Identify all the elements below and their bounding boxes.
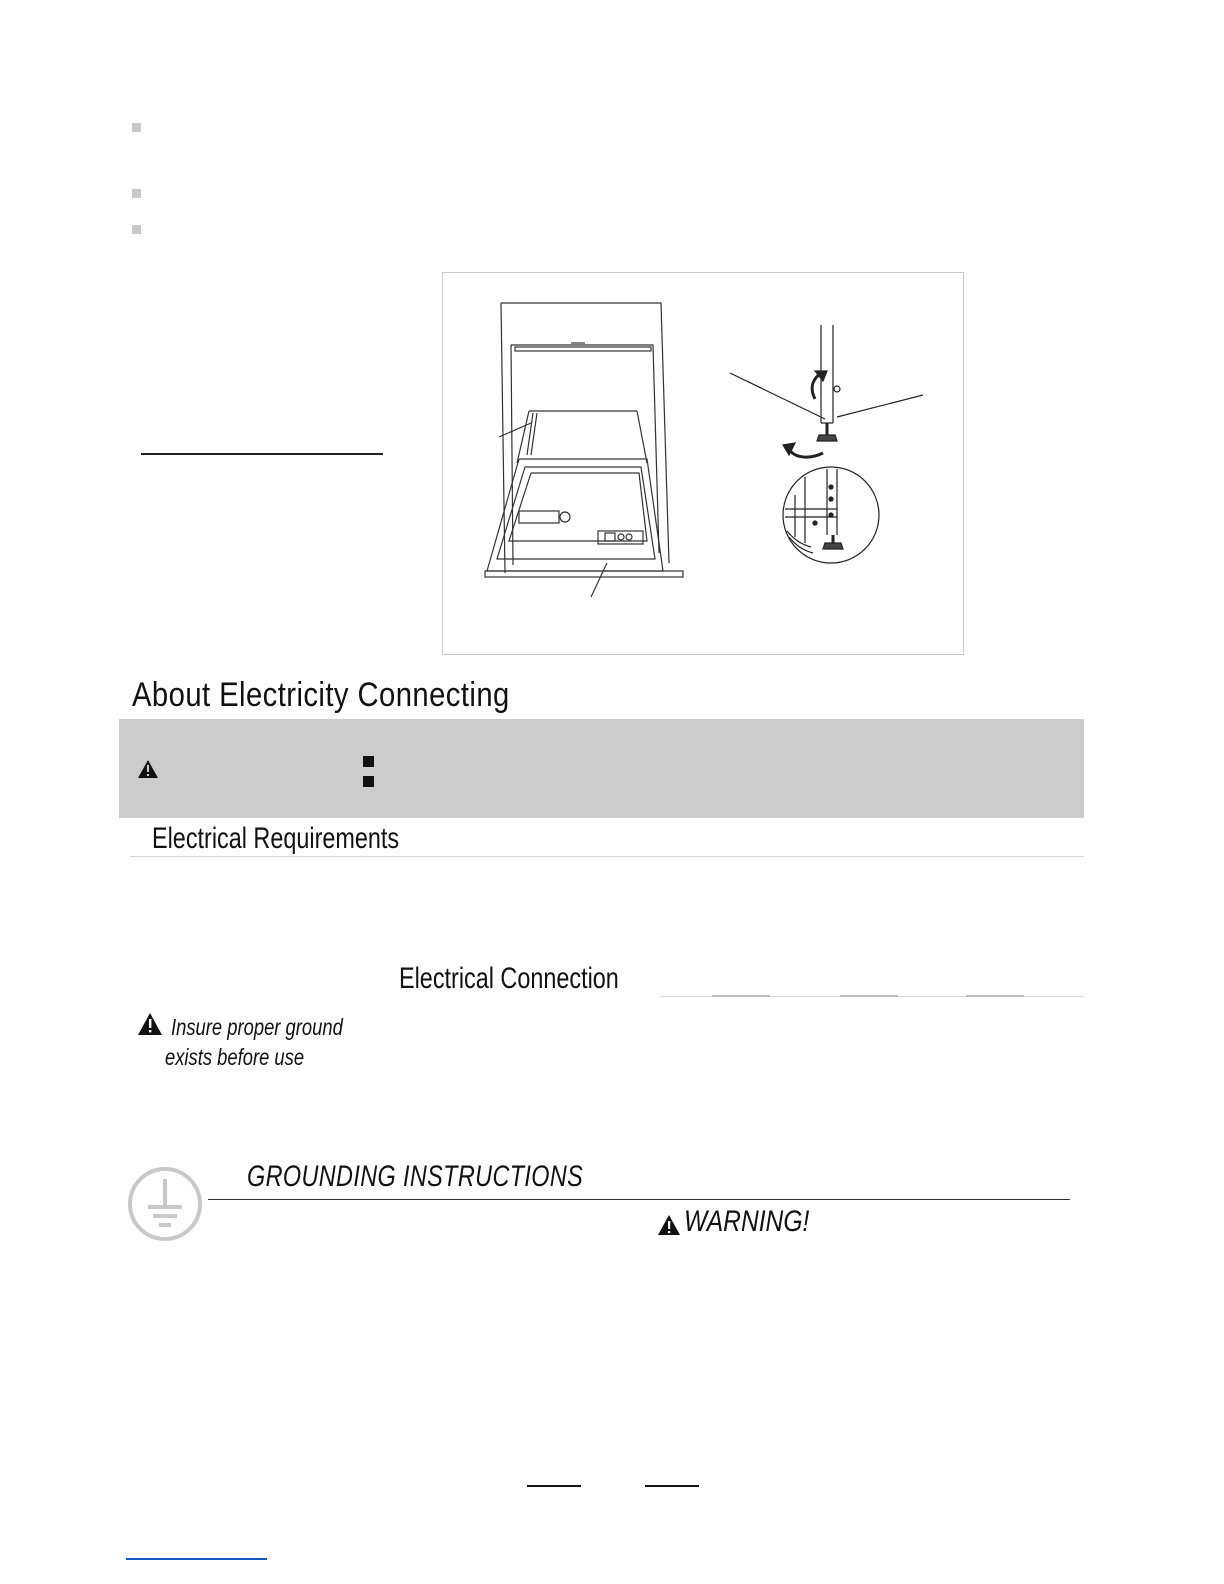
bullet-icon (132, 225, 141, 234)
colon-squares-icon (363, 756, 375, 788)
divider-accent (712, 995, 770, 997)
electrical-requirements-heading: Electrical Requirements (152, 822, 400, 855)
earth-ground-icon (126, 1165, 204, 1243)
dishwasher-leveling-diagram (443, 273, 963, 654)
ground-note-line2: exists before use (165, 1044, 305, 1070)
short-rule (527, 1485, 581, 1487)
warning-band (119, 719, 1084, 818)
electrical-connection-heading: Electrical Connection (399, 962, 619, 995)
warning-triangle-icon (137, 1012, 163, 1036)
caption-underline (141, 453, 383, 455)
warning-triangle-icon (657, 1214, 681, 1236)
warning-triangle-icon (137, 759, 159, 779)
section-title: About Electricity Connecting (132, 676, 510, 714)
grounding-instructions-heading: GROUNDING INSTRUCTIONS (247, 1160, 584, 1193)
bullet-icon (132, 189, 141, 198)
divider-accent (840, 995, 898, 997)
ground-note-line1: Insure proper ground (171, 1014, 343, 1040)
bullet-icon (132, 123, 141, 132)
divider-accent (966, 995, 1024, 997)
link-underline[interactable] (126, 1558, 267, 1560)
short-rule (645, 1485, 699, 1487)
grounding-rule (208, 1199, 1070, 1200)
installation-figure (442, 272, 964, 655)
divider (130, 856, 1084, 857)
warning-label: WARNING! (684, 1205, 810, 1238)
